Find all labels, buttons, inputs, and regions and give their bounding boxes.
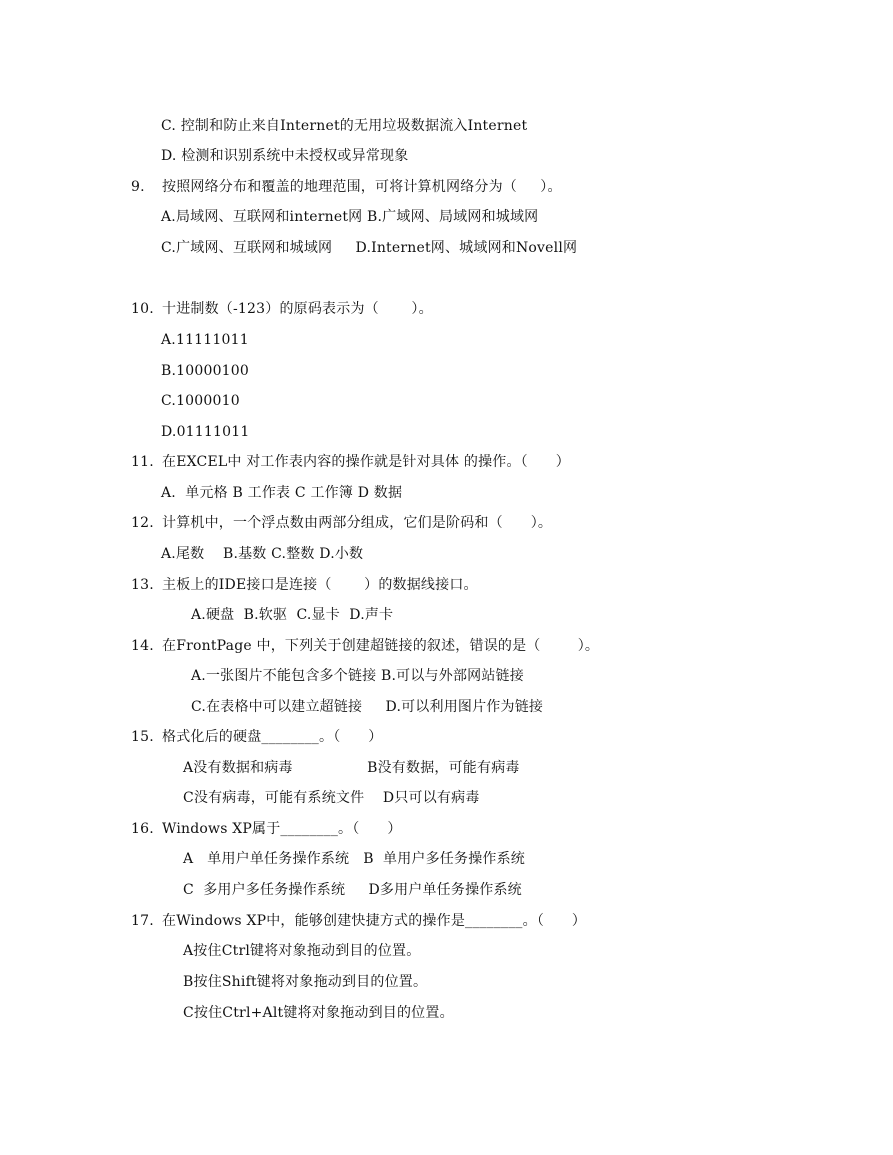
question-number: 14. [131, 638, 154, 654]
question-12-stem [131, 514, 552, 532]
question-text: 格式化后的硬盘________。（ ） [162, 729, 383, 745]
question-10-option-b: B.10000100 [161, 363, 249, 379]
question-number: 11. [131, 454, 154, 470]
question-text: 计算机中，一个浮点数由两部分组成，它们是阶码和（ ）。 [162, 515, 553, 531]
question-16-option-line-2: C 多用户多任务操作系统 D多用户单任务操作系统 [183, 882, 522, 898]
question-text: 在FrontPage 中，下列关于创建超链接的叙述，错误的是（ ）。 [162, 638, 600, 654]
q8-option-d: D. 检测和识别系统中未授权或异常现象 [161, 148, 409, 164]
question-text: 十进制数（-123）的原码表示为（ ）。 [162, 301, 433, 317]
question-11-options: A. 单元格 B 工作表 C 工作簿 D 数据 [161, 485, 403, 501]
question-number: 16. [131, 821, 154, 837]
question-9-option-line-1: A.局域网、互联网和internet网 B.广域网、局域网和城域网 [161, 209, 539, 225]
question-number: 17. [131, 913, 154, 929]
question-number: 13. [131, 577, 154, 593]
q8-option-c: C. 控制和防止来自Internet的无用垃圾数据流入Internet [161, 118, 528, 134]
question-text: 按照网络分布和覆盖的地理范围，可将计算机网络分为（ ）。 [162, 179, 562, 195]
question-17-option-b: B按住Shift键将对象拖动到目的位置。 [183, 974, 428, 990]
question-text: 在EXCEL中 对工作表内容的操作就是针对具体 的操作。（ ） [162, 454, 570, 470]
question-16-option-line-1: A 单用户单任务操作系统 B 单用户多任务操作系统 [183, 851, 525, 867]
question-number: 10. [131, 301, 154, 317]
question-text: Windows XP属于________。（ ） [162, 821, 402, 837]
question-14-option-line-2: C.在表格中可以建立超链接 D.可以利用图片作为链接 [191, 699, 544, 715]
question-text: 在Windows XP中，能够创建快捷方式的操作是________。（ ） [162, 913, 587, 929]
question-10-stem [131, 300, 433, 318]
question-14-option-line-1: A.一张图片不能包含多个链接 B.可以与外部网站链接 [191, 668, 524, 684]
question-15-stem [131, 728, 383, 746]
question-14-stem [131, 637, 599, 655]
question-number: 9. [131, 179, 145, 195]
question-9-stem [131, 178, 562, 196]
question-12-options: A.尾数 B.基数 C.整数 D.小数 [161, 546, 364, 562]
question-text: 主板上的IDE接口是连接（ ）的数据线接口。 [162, 577, 478, 593]
question-11-stem [131, 453, 570, 471]
question-17-option-a: A按住Ctrl键将对象拖动到目的位置。 [183, 943, 421, 959]
question-10-option-a: A.11111011 [161, 332, 249, 348]
question-number: 15. [131, 729, 154, 745]
question-15-option-line-2: C没有病毒，可能有系统文件 D只可以有病毒 [183, 790, 480, 806]
question-10-option-d: D.01111011 [161, 424, 250, 440]
question-number: 12. [131, 515, 154, 531]
question-16-stem [131, 820, 402, 838]
question-13-stem [131, 576, 478, 594]
question-10-option-c: C.1000010 [161, 393, 240, 409]
question-17-stem [131, 912, 586, 930]
question-13-options: A.硬盘 B.软驱 C.显卡 D.声卡 [191, 607, 394, 623]
question-17-option-c: C按住Ctrl+Alt键将对象拖动到目的位置。 [183, 1005, 454, 1021]
question-9-option-line-2: C.广域网、互联网和城域网 D.Internet网、城域网和Novell网 [161, 240, 578, 256]
question-15-option-line-1: A没有数据和病毒 B没有数据，可能有病毒 [183, 760, 520, 776]
